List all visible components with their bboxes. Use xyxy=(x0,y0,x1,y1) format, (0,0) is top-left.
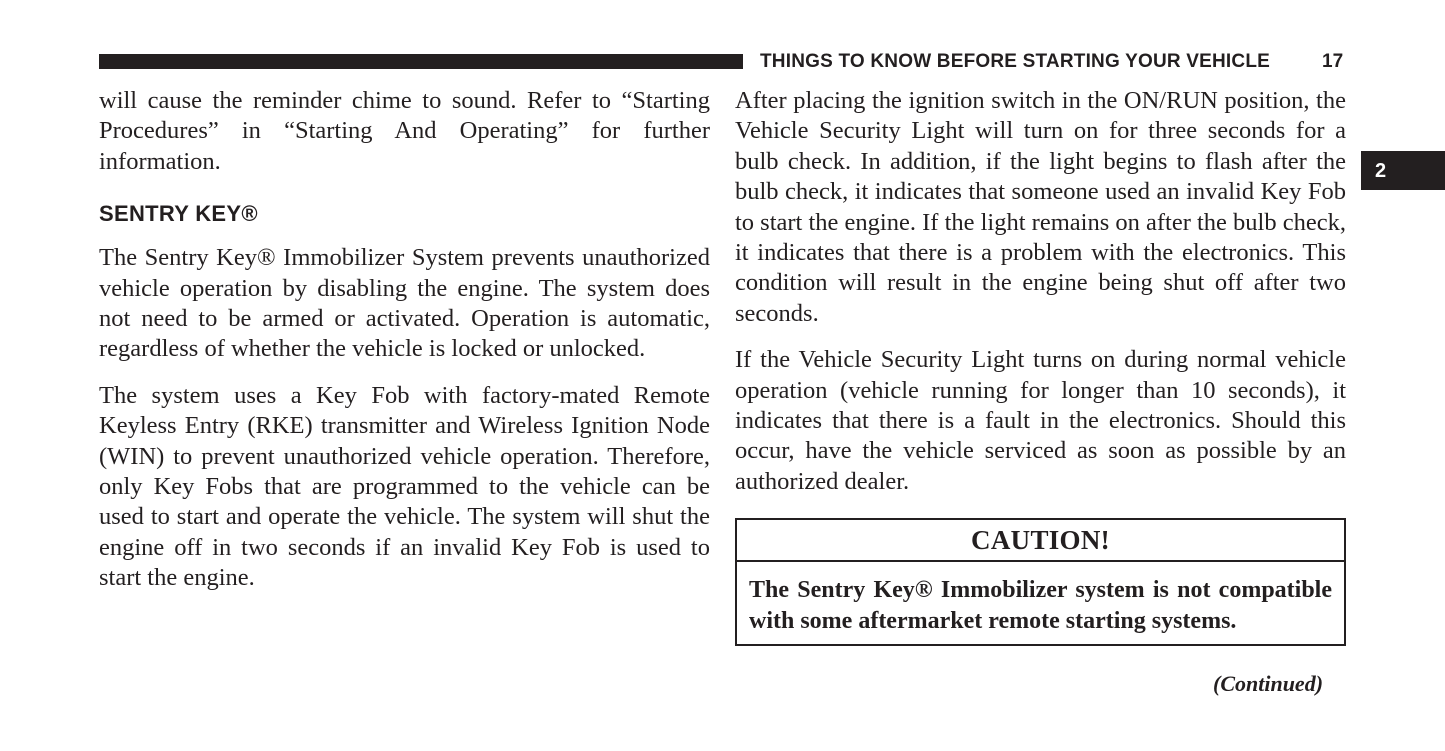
section-heading: SENTRY KEY® xyxy=(99,201,258,227)
security-light-paragraph-1: After placing the ignition switch in the ON/RUN position, the Vehicle Security Light will turn on for three seconds for a bulb check. In addition, if the light begins to flash after the bulb check, it indicates that someone used an invalid Key Fob to start the engine. If the light remains on after the bulb check, it indicates that there is a problem with the electronics. This condition will result in the engine being shut off after two seconds. xyxy=(735,87,1346,327)
caution-title: CAUTION! xyxy=(737,520,1344,562)
left-column xyxy=(99,86,710,610)
caution-box xyxy=(735,518,1346,646)
right-column xyxy=(735,86,1346,513)
chapter-tab xyxy=(1361,151,1445,190)
intro-paragraph: will cause the reminder chime to sound. Refer to “Starting Procedures” in “Starting And Operating” for further information. xyxy=(99,87,710,175)
continued-note: (Continued) xyxy=(1213,671,1324,696)
security-light-paragraph-2: If the Vehicle Security Light turns on during normal vehicle operation (vehicle running for longer than 10 seconds), it indicates that there is a fault in the electronics. Should this occur, have the vehicle serviced as soon as possible by an authorized dealer. xyxy=(735,346,1346,495)
running-header-title: THINGS TO KNOW BEFORE STARTING YOUR VEHICLE xyxy=(760,51,1271,72)
sentry-key-paragraph-1: The Sentry Key® Immobilizer System prevents unauthorized vehicle operation by disabling the engine. The system does not need to be armed or activated. Operation is automatic, regardless of whether the vehicle is locked or unlocked. xyxy=(99,244,710,363)
caution-body: The Sentry Key® Immobilizer system is not compatible with some aftermarket remote starting systems. xyxy=(749,577,1332,634)
chapter-tab-label: 2 xyxy=(1375,160,1387,182)
header-rule-bar xyxy=(99,54,743,69)
sentry-key-paragraph-2: The system uses a Key Fob with factory-mated Remote Keyless Entry (RKE) transmitter and Wireless Ignition Node (WIN) to prevent unauthorized vehicle operation. Therefore, only Key Fobs that are programmed to the vehicle can be used to start and operate the vehicle. The system will shut the engine off in two seconds if an invalid Key Fob is used to start the engine. xyxy=(99,381,710,592)
page-number: 17 xyxy=(1322,51,1344,72)
